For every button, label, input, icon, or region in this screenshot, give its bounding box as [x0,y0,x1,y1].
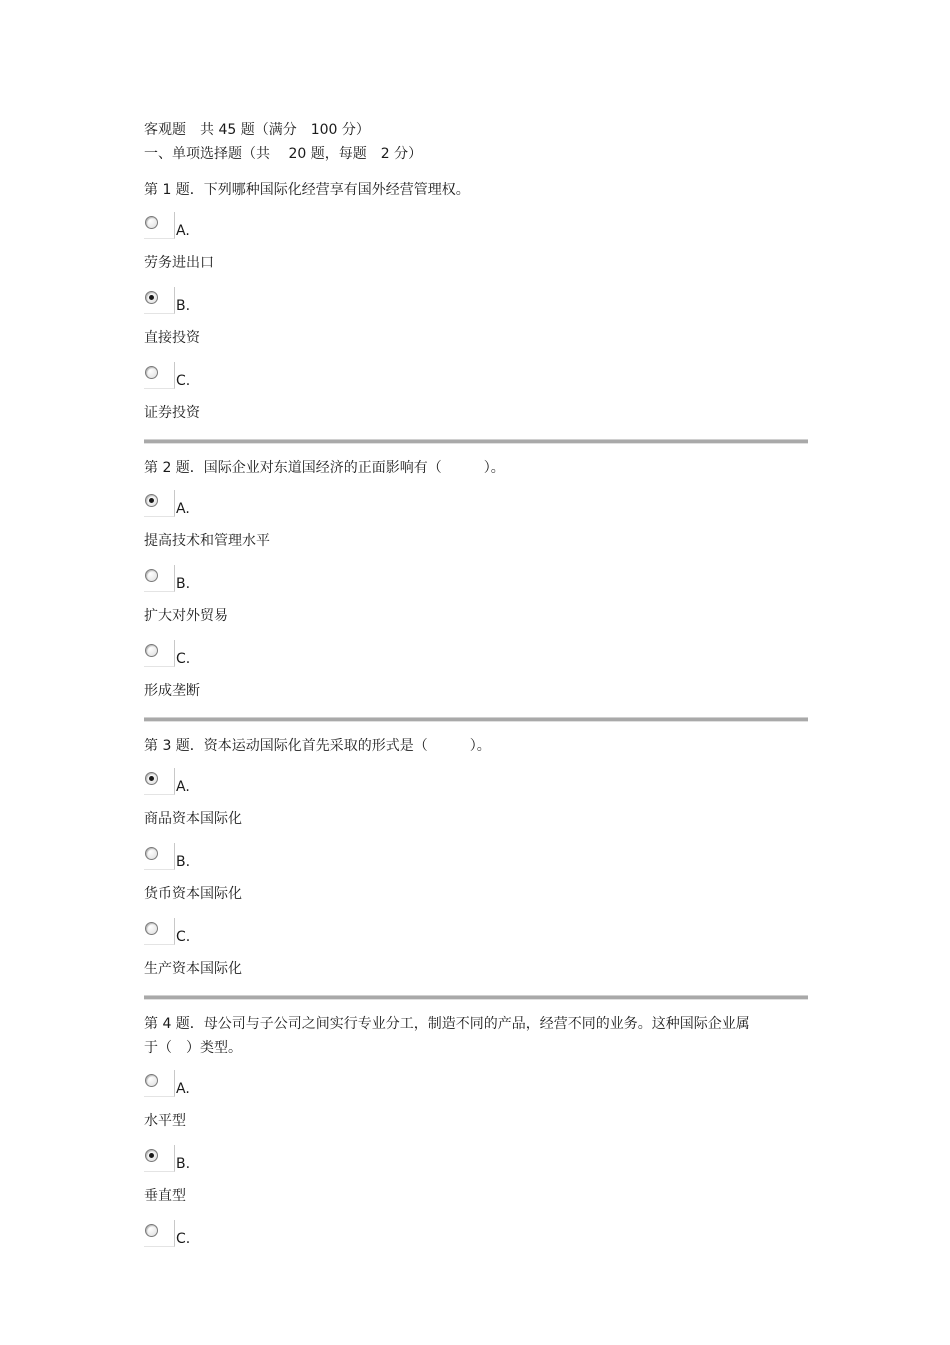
radio-frame[interactable] [144,1220,175,1247]
option-c[interactable] [144,1210,808,1285]
option-letter: C. [176,651,191,667]
radio-frame[interactable] [144,362,175,389]
option-a[interactable] [144,758,808,833]
option-letter: A. [176,223,190,239]
radio-frame[interactable] [144,918,175,945]
radio-frame[interactable] [144,843,175,870]
radio-button-icon[interactable] [145,772,158,785]
radio-frame[interactable] [144,1145,175,1172]
option-b[interactable] [144,555,808,630]
radio-button-icon[interactable] [145,569,158,582]
radio-frame[interactable] [144,640,175,667]
question-text [144,1012,808,1060]
option-letter: B. [176,576,191,592]
radio-button-icon[interactable] [145,922,158,935]
question-text-body: 第 4 题．母公司与子公司之间实行专业分工，制造不同的产品，经营不同的业务。这种国际企业属于（ ）类型。 [144,1016,750,1056]
radio-button-icon[interactable] [145,494,158,507]
radio-frame[interactable] [144,287,175,314]
option-letter: B. [176,298,191,314]
question-2 [144,456,808,722]
option-text: 直接投资 [144,330,200,346]
option-a[interactable] [144,202,808,277]
radio-frame[interactable] [144,1070,175,1097]
option-text: 形成垄断 [144,683,200,699]
radio-button-icon[interactable] [145,1224,158,1237]
option-b[interactable] [144,833,808,908]
option-text: 证券投资 [144,405,200,421]
question-divider [144,717,808,722]
option-a[interactable] [144,480,808,555]
radio-frame[interactable] [144,212,175,239]
option-c[interactable] [144,352,808,427]
option-text: 货币资本国际化 [144,886,242,902]
option-letter: C. [176,929,191,945]
option-text: 劳务进出口 [144,255,214,271]
radio-frame[interactable] [144,768,175,795]
question-divider [144,439,808,444]
radio-frame[interactable] [144,490,175,517]
question-4 [144,1012,808,1285]
radio-frame[interactable] [144,565,175,592]
radio-button-icon[interactable] [145,1149,158,1162]
exam-summary: 客观题 共 45 题（满分 100 分） [144,122,370,138]
option-b[interactable] [144,1135,808,1210]
radio-button-icon[interactable] [145,366,158,379]
option-text: 商品资本国际化 [144,811,242,827]
option-text: 扩大对外贸易 [144,608,228,624]
option-letter: B. [176,1156,191,1172]
section-title: 一、单项选择题（共 20 题，每题 2 分） [144,146,423,162]
option-c[interactable] [144,908,808,983]
option-b[interactable] [144,277,808,352]
question-text: 第 3 题．资本运动国际化首先采取的形式是（ ）。 [144,738,491,754]
option-letter: B. [176,854,191,870]
option-c[interactable] [144,630,808,705]
option-a[interactable] [144,1060,808,1135]
question-1 [144,178,808,444]
radio-button-icon[interactable] [145,644,158,657]
radio-button-icon[interactable] [145,291,158,304]
option-text: 水平型 [144,1113,186,1129]
exam-page [144,118,808,1285]
option-letter: A. [176,779,190,795]
option-letter: A. [176,501,190,517]
radio-button-icon[interactable] [145,216,158,229]
option-letter: A. [176,1081,190,1097]
option-text: 垂直型 [144,1188,186,1204]
option-text: 生产资本国际化 [144,961,242,977]
question-3 [144,734,808,1000]
question-divider [144,995,808,1000]
radio-button-icon[interactable] [145,847,158,860]
question-text: 第 1 题．下列哪种国际化经营享有国外经营管理权。 [144,182,470,198]
option-text: 提高技术和管理水平 [144,533,270,549]
question-text: 第 2 题．国际企业对东道国经济的正面影响有（ ）。 [144,460,505,476]
radio-button-icon[interactable] [145,1074,158,1087]
option-letter: C. [176,1231,191,1247]
option-letter: C. [176,373,191,389]
